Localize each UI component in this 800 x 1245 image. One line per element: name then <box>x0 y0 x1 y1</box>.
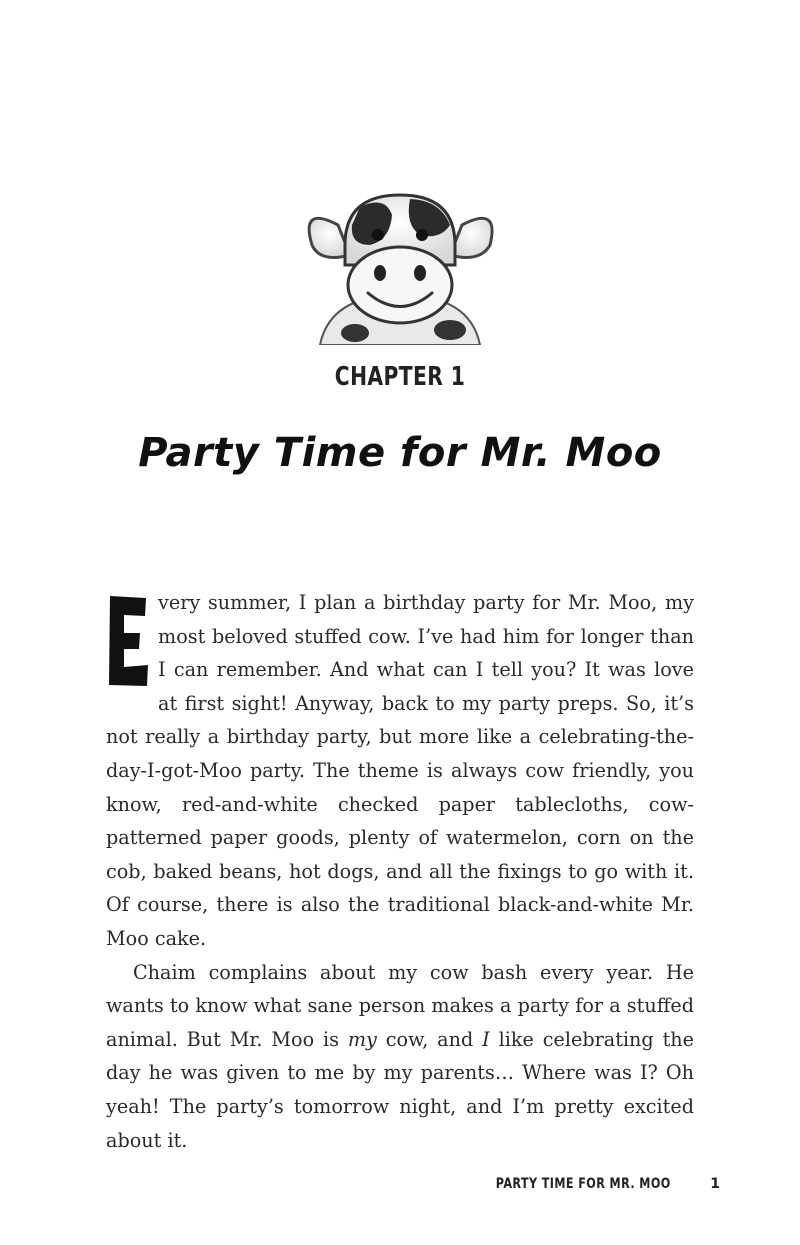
chapter-title: Party Time for Mr. Moo <box>138 430 662 476</box>
chapter-label: CHAPTER 1 <box>334 362 466 392</box>
emphasis-my: my <box>347 1027 377 1051</box>
cow-illustration <box>300 185 500 345</box>
emphasis-i: I <box>482 1027 490 1051</box>
page-number: 1 <box>710 1176 720 1192</box>
page-footer <box>452 1176 720 1192</box>
paragraph-1 <box>106 586 694 956</box>
paragraph-1-text: very summer, I plan a birthday party for Mr. Moo, my most beloved stuffed cow. I’ve had him for longer than I can remember. And what can I tell you? It was love at first sight! Anyway, back to my party preps. So, it’s not really a birthday party, but more like a celebrating-the-day-I-got-Moo party. The theme is always cow friendly, you know, red-and-white checked paper tablecloths, cow-patterned paper goods, plenty of watermelon, corn on the cob, baked beans, hot dogs, and all the fixings to go with it. Of course, there is also the traditional black-and-white Mr. Moo cake. <box>106 591 694 950</box>
chapter-body <box>106 586 694 1157</box>
running-head: PARTY TIME FOR MR. MOO <box>495 1176 671 1192</box>
paragraph-2: Chaim complains about my cow bash every year. He wants to know what sane person makes a party for a stuffed animal. But Mr. Moo is my cow, and I like celebrating the day he was given to me by my parents… Where was I? Oh yeah! The party’s tomorrow night, and I’m pretty excited about it. <box>106 960 694 1152</box>
drop-cap <box>106 594 154 688</box>
